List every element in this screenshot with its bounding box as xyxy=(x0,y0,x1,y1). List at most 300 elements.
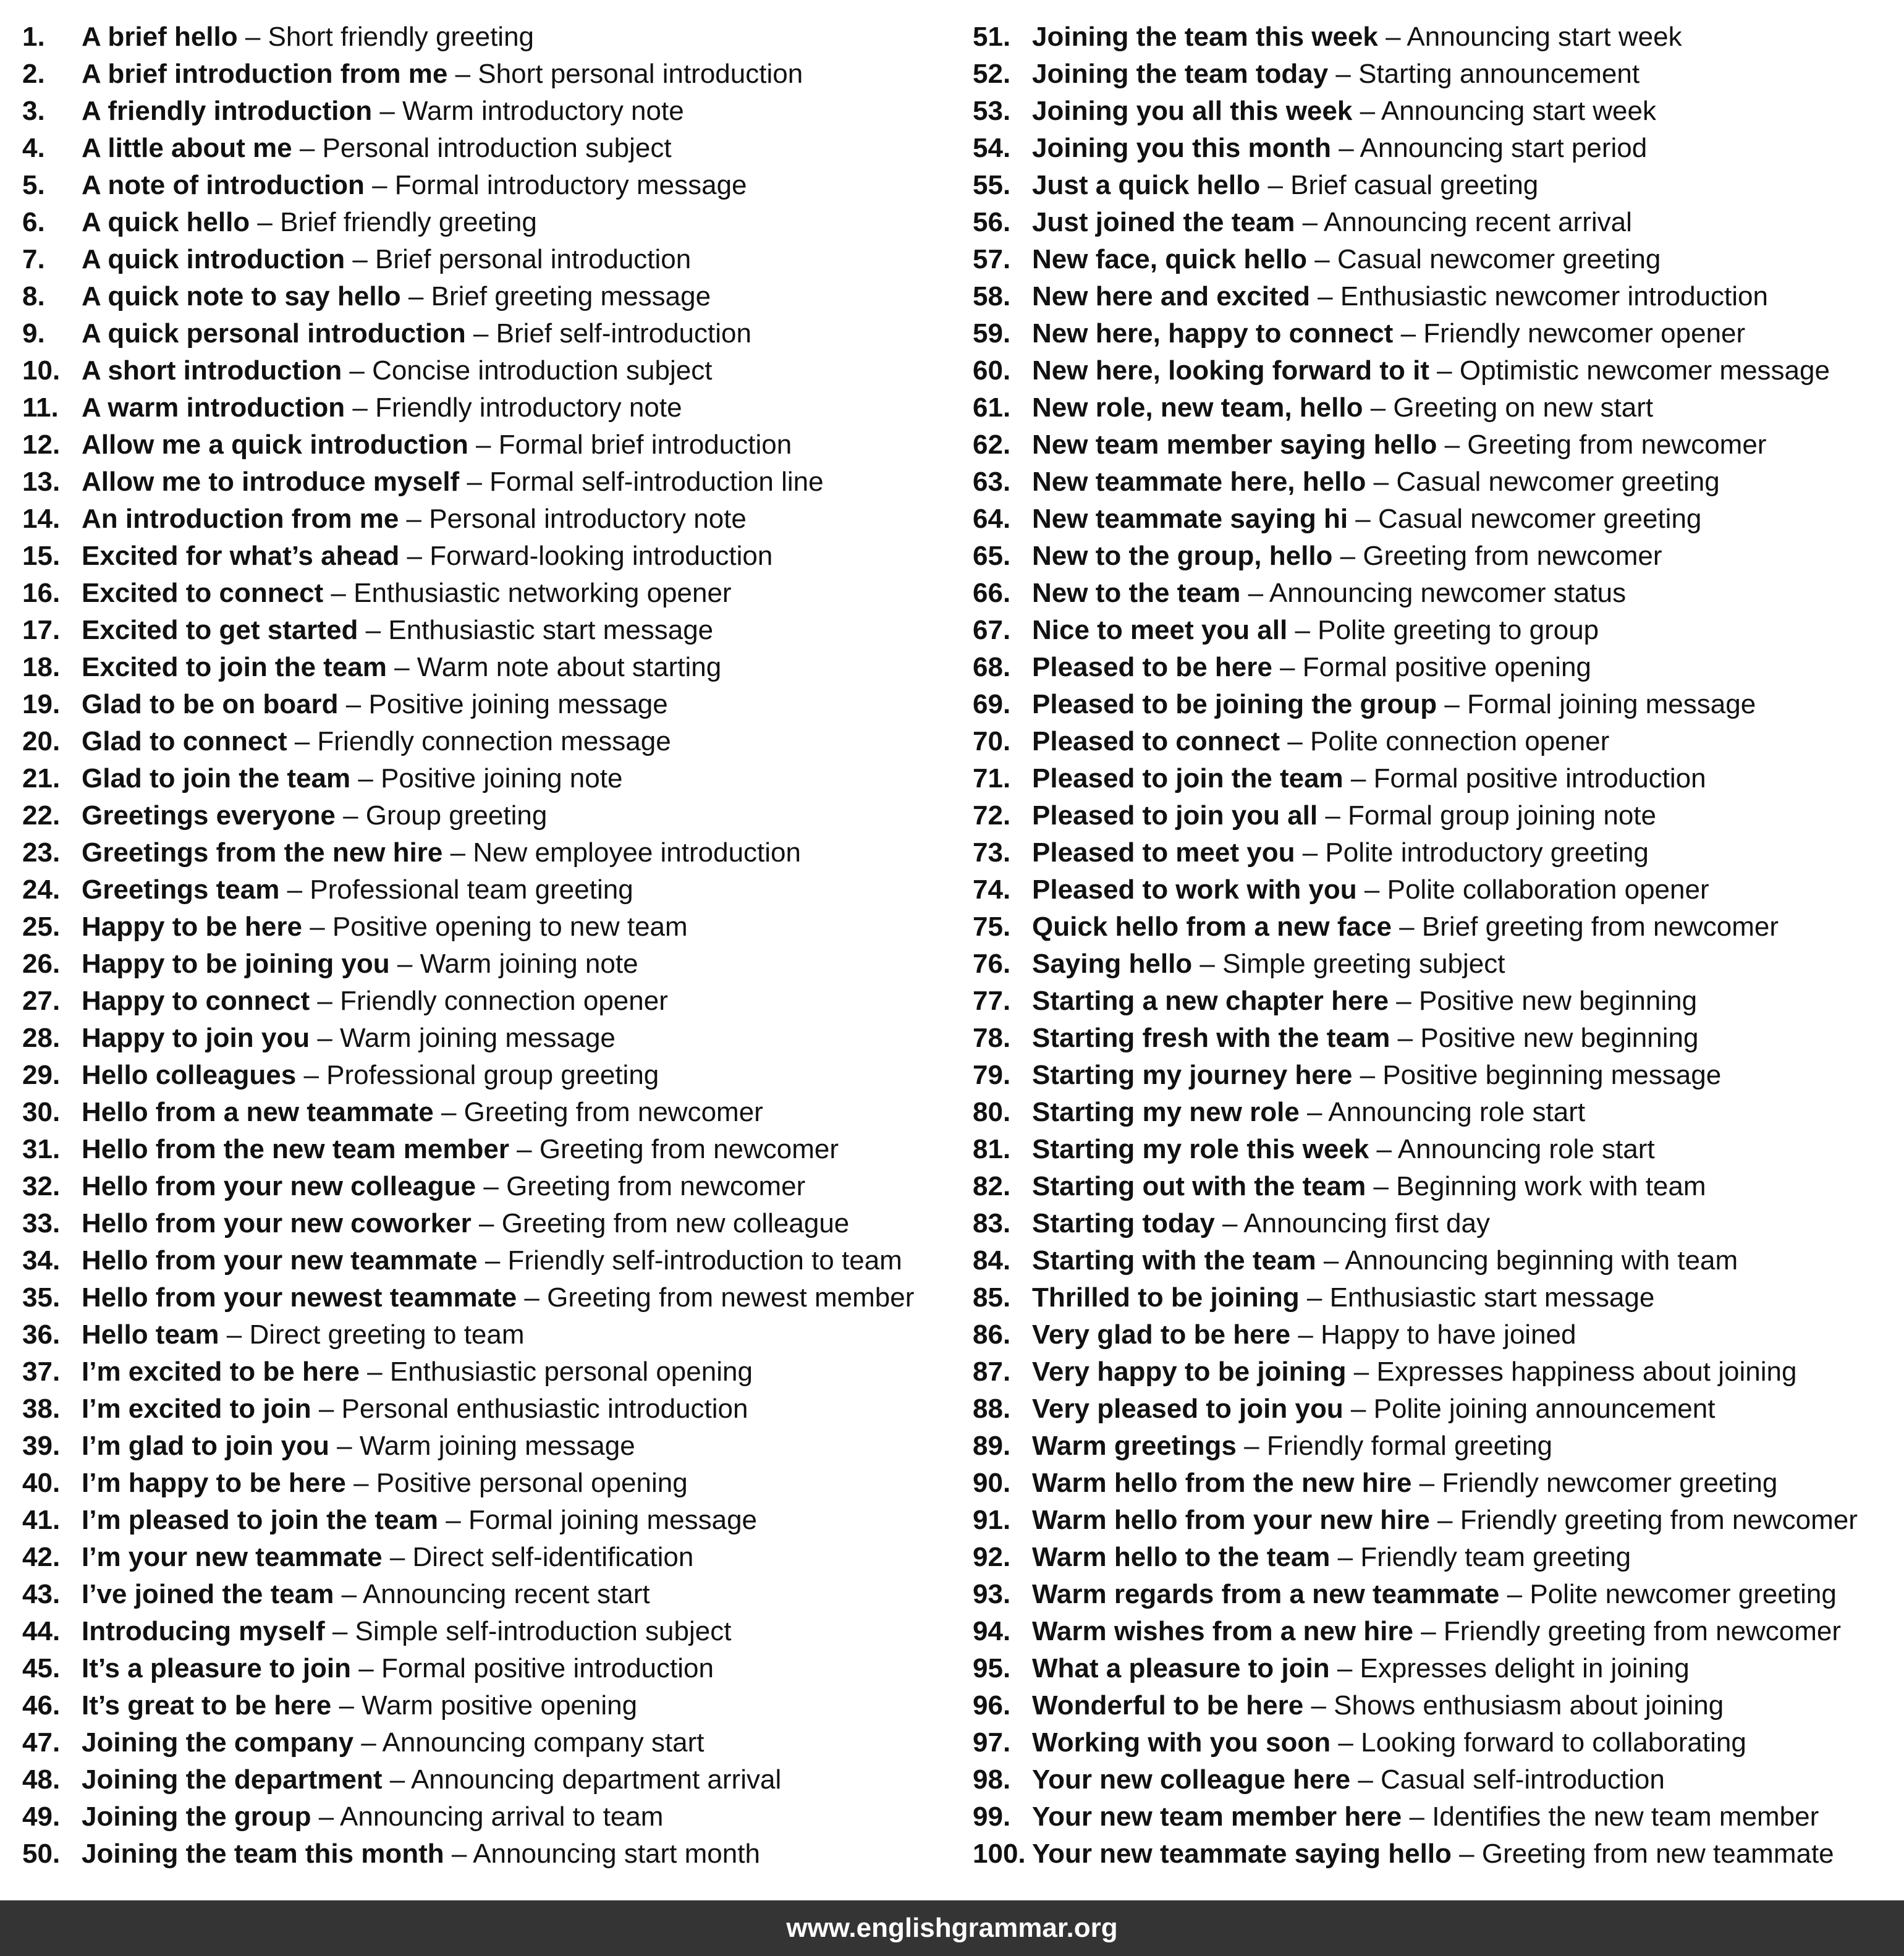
item-separator: – xyxy=(1272,652,1303,682)
item-number: 72. xyxy=(973,800,1011,831)
item-separator: – xyxy=(1352,1060,1383,1090)
item-separator: – xyxy=(1307,244,1337,274)
item-phrase: I’m excited to join xyxy=(82,1394,311,1424)
item-description: Polite connection opener xyxy=(1310,726,1610,756)
list-item xyxy=(973,389,1900,426)
item-phrase: New to the group, hello xyxy=(1032,541,1333,571)
item-separator: – xyxy=(1328,59,1359,89)
item-number: 6. xyxy=(22,207,45,237)
item-text xyxy=(82,1835,760,1873)
list-item xyxy=(22,167,949,204)
item-separator: – xyxy=(1356,874,1387,905)
item-phrase: Very glad to be here xyxy=(1032,1319,1291,1350)
list-item xyxy=(973,1057,1900,1094)
item-phrase: Allow me a quick introduction xyxy=(82,430,468,460)
item-text xyxy=(1032,1724,1746,1761)
item-separator: – xyxy=(1413,1616,1444,1646)
item-number: 9. xyxy=(22,318,45,349)
item-number: 66. xyxy=(973,578,1011,608)
item-phrase: Your new team member here xyxy=(1032,1801,1402,1832)
item-description: Friendly greeting from newcomer xyxy=(1443,1616,1842,1646)
list-item xyxy=(22,1613,949,1650)
item-separator: – xyxy=(477,1245,508,1276)
item-separator: – xyxy=(335,800,366,831)
item-phrase: A quick hello xyxy=(82,207,250,237)
item-separator: – xyxy=(1377,22,1407,52)
list-item xyxy=(973,1650,1900,1687)
item-description: Shows enthusiasm about joining xyxy=(1334,1690,1724,1721)
list-item xyxy=(22,1094,949,1131)
item-text xyxy=(82,1353,753,1391)
item-number: 20. xyxy=(22,726,61,756)
item-description: Personal introductory note xyxy=(429,504,747,534)
item-text xyxy=(82,834,801,871)
list-item xyxy=(22,946,949,983)
item-number: 76. xyxy=(973,949,1011,979)
item-separator: – xyxy=(350,763,381,794)
list-item xyxy=(22,1353,949,1391)
item-number: 37. xyxy=(22,1357,61,1387)
item-description: Announcing recent arrival xyxy=(1323,207,1632,237)
item-separator: – xyxy=(382,1542,413,1572)
item-text xyxy=(82,130,672,167)
item-description: Announcing beginning with team xyxy=(1345,1245,1738,1276)
item-phrase: Warm greetings xyxy=(1032,1431,1237,1461)
item-description: Brief personal introduction xyxy=(375,244,692,274)
item-separator: – xyxy=(1329,1653,1360,1683)
item-separator: – xyxy=(517,1282,548,1313)
item-text xyxy=(1032,130,1647,167)
item-description: Formal introductory message xyxy=(394,170,747,200)
item-description: Warm introductory note xyxy=(402,96,684,126)
item-number: 1. xyxy=(22,22,45,52)
item-phrase: Starting fresh with the team xyxy=(1032,1023,1390,1053)
item-separator: – xyxy=(292,133,323,163)
item-description: Polite collaboration opener xyxy=(1387,874,1709,905)
item-text xyxy=(1032,278,1768,315)
item-number: 81. xyxy=(973,1134,1011,1164)
list-item xyxy=(973,315,1900,352)
item-text xyxy=(82,1131,839,1168)
item-separator: – xyxy=(468,430,499,460)
item-phrase: Quick hello from a new face xyxy=(1032,912,1392,942)
item-text xyxy=(82,1539,693,1576)
item-separator: – xyxy=(329,1431,360,1461)
item-separator: – xyxy=(1331,1727,1361,1758)
item-number: 88. xyxy=(973,1394,1011,1424)
item-number: 24. xyxy=(22,874,61,905)
item-description: Warm joining note xyxy=(420,949,638,979)
item-separator: – xyxy=(447,59,478,89)
item-phrase: Introducing myself xyxy=(82,1616,325,1646)
item-description: Greeting from newcomer xyxy=(463,1097,763,1127)
item-text xyxy=(82,1279,914,1316)
item-text xyxy=(1032,908,1779,946)
item-text xyxy=(82,723,671,760)
item-text xyxy=(1032,501,1701,538)
item-separator: – xyxy=(1451,1839,1482,1869)
item-description: Positive joining message xyxy=(368,689,668,719)
item-phrase: Excited to connect xyxy=(82,578,324,608)
item-text xyxy=(1032,1094,1585,1131)
item-number: 3. xyxy=(22,96,45,126)
item-phrase: A brief introduction from me xyxy=(82,59,448,89)
item-text xyxy=(1032,241,1661,278)
item-phrase: Greetings team xyxy=(82,874,280,905)
item-description: Forward-looking introduction xyxy=(429,541,773,571)
list-column-left xyxy=(22,19,949,1873)
list-item xyxy=(22,1131,949,1168)
item-description: Greeting from newest member xyxy=(547,1282,915,1313)
item-description: Personal enthusiastic introduction xyxy=(341,1394,748,1424)
list-item xyxy=(973,167,1900,204)
item-phrase: It’s great to be here xyxy=(82,1690,332,1721)
list-item xyxy=(22,464,949,501)
footer-bar xyxy=(0,1900,1904,1956)
item-description: Short friendly greeting xyxy=(268,22,535,52)
item-description: Announcing arrival to team xyxy=(340,1801,664,1832)
item-number: 92. xyxy=(973,1542,1011,1572)
item-separator: – xyxy=(342,355,373,386)
item-phrase: New to the team xyxy=(1032,578,1241,608)
item-separator: – xyxy=(1393,318,1424,349)
list-item xyxy=(973,1168,1900,1205)
item-separator: – xyxy=(364,170,395,200)
item-separator: – xyxy=(1310,281,1340,311)
item-description: Beginning work with team xyxy=(1396,1171,1706,1201)
item-separator: – xyxy=(1316,1245,1345,1276)
item-description: Brief greeting from newcomer xyxy=(1421,912,1779,942)
item-description: Formal joining message xyxy=(468,1505,758,1535)
list-item xyxy=(22,1428,949,1465)
item-text xyxy=(82,871,633,908)
item-separator: – xyxy=(465,318,496,349)
item-phrase: Happy to connect xyxy=(82,986,310,1016)
list-item xyxy=(22,612,949,649)
item-number: 29. xyxy=(22,1060,61,1090)
item-description: Professional group greeting xyxy=(326,1060,659,1090)
item-phrase: New here, happy to connect xyxy=(1032,318,1394,349)
item-number: 78. xyxy=(973,1023,1011,1053)
item-separator: – xyxy=(279,874,310,905)
item-separator: – xyxy=(1348,504,1378,534)
list-item xyxy=(973,464,1900,501)
list-item xyxy=(973,686,1900,723)
item-separator: – xyxy=(1280,726,1310,756)
item-phrase: A friendly introduction xyxy=(82,96,373,126)
list-item xyxy=(973,278,1900,315)
list-item xyxy=(22,241,949,278)
item-number: 98. xyxy=(973,1764,1011,1795)
item-description: Friendly formal greeting xyxy=(1266,1431,1553,1461)
item-phrase: Joining the team today xyxy=(1032,59,1329,89)
item-text xyxy=(82,56,803,93)
item-number: 7. xyxy=(22,244,45,274)
item-separator: – xyxy=(1331,133,1360,163)
item-phrase: A note of introduction xyxy=(82,170,365,200)
list-item xyxy=(22,56,949,93)
item-text xyxy=(82,1798,663,1835)
item-text xyxy=(1032,315,1745,352)
item-phrase: I’m glad to join you xyxy=(82,1431,329,1461)
item-phrase: Starting my role this week xyxy=(1032,1134,1369,1164)
list-item xyxy=(973,1724,1900,1761)
list-item xyxy=(973,1613,1900,1650)
item-separator: – xyxy=(358,615,389,645)
item-description: Positive new beginning xyxy=(1420,1023,1699,1053)
item-text xyxy=(82,538,772,575)
item-number: 17. xyxy=(22,615,61,645)
item-text xyxy=(1032,1502,1858,1539)
list-item xyxy=(22,426,949,464)
item-text xyxy=(82,241,691,278)
item-number: 12. xyxy=(22,430,61,460)
item-separator: – xyxy=(345,244,376,274)
item-number: 91. xyxy=(973,1505,1011,1535)
item-number: 5. xyxy=(22,170,45,200)
item-phrase: I’ve joined the team xyxy=(82,1579,334,1609)
item-number: 32. xyxy=(22,1171,61,1201)
item-number: 99. xyxy=(973,1801,1011,1832)
item-description: Announcing start period xyxy=(1360,133,1648,163)
item-separator: – xyxy=(1346,1357,1377,1387)
item-text xyxy=(82,686,668,723)
item-text xyxy=(1032,1391,1715,1428)
list-item xyxy=(22,1168,949,1205)
item-text xyxy=(82,19,534,56)
item-phrase: Very pleased to join you xyxy=(1032,1394,1343,1424)
item-description: Friendly greeting from newcomer xyxy=(1460,1505,1858,1535)
item-separator: – xyxy=(353,1727,383,1758)
item-number: 61. xyxy=(973,392,1011,423)
item-phrase: Hello colleagues xyxy=(82,1060,297,1090)
item-number: 21. xyxy=(22,763,61,794)
item-text xyxy=(82,1428,635,1465)
item-text xyxy=(1032,1835,1834,1873)
item-description: Greeting from newcomer xyxy=(539,1134,839,1164)
item-description: Formal self-introduction line xyxy=(489,467,824,497)
item-number: 71. xyxy=(973,763,1011,794)
list-item xyxy=(22,315,949,352)
item-phrase: I’m pleased to join the team xyxy=(82,1505,439,1535)
item-description: Expresses happiness about joining xyxy=(1376,1357,1797,1387)
item-separator: – xyxy=(345,1468,376,1498)
item-description: Casual self-introduction xyxy=(1381,1764,1665,1795)
list-item xyxy=(22,1761,949,1798)
item-description: Direct greeting to team xyxy=(249,1319,525,1350)
item-number: 25. xyxy=(22,912,61,942)
item-number: 67. xyxy=(973,615,1011,645)
item-text xyxy=(1032,686,1756,723)
item-number: 15. xyxy=(22,541,61,571)
item-phrase: Working with you soon xyxy=(1032,1727,1331,1758)
list-item xyxy=(973,1428,1900,1465)
item-separator: – xyxy=(351,1653,381,1683)
item-number: 80. xyxy=(973,1097,1011,1127)
item-description: Enthusiastic newcomer introduction xyxy=(1340,281,1768,311)
item-separator: – xyxy=(1260,170,1291,200)
item-phrase: Hello from your new colleague xyxy=(82,1171,476,1201)
item-description: Warm positive opening xyxy=(362,1690,638,1721)
item-text xyxy=(1032,871,1709,908)
item-description: Casual newcomer greeting xyxy=(1337,244,1661,274)
list-column-right xyxy=(973,19,1900,1873)
item-text xyxy=(82,464,824,501)
item-separator: – xyxy=(1350,1764,1381,1795)
item-separator: – xyxy=(1366,1171,1397,1201)
item-phrase: Your new teammate saying hello xyxy=(1032,1839,1452,1869)
item-description: Group greeting xyxy=(365,800,548,831)
item-separator: – xyxy=(1287,615,1318,645)
item-phrase: Glad to connect xyxy=(82,726,287,756)
item-text xyxy=(1032,760,1706,797)
item-description: Greeting from new teammate xyxy=(1481,1839,1834,1869)
item-description: Enthusiastic networking opener xyxy=(353,578,732,608)
item-description: Announcing role start xyxy=(1397,1134,1655,1164)
item-number: 52. xyxy=(973,59,1011,89)
list-item xyxy=(973,723,1900,760)
item-number: 63. xyxy=(973,467,1011,497)
item-number: 34. xyxy=(22,1245,61,1276)
item-number: 84. xyxy=(973,1245,1011,1276)
item-number: 23. xyxy=(22,837,61,868)
item-description: Greeting from newcomer xyxy=(1467,430,1767,460)
item-phrase: Starting a new chapter here xyxy=(1032,986,1389,1016)
item-phrase: Warm hello from your new hire xyxy=(1032,1505,1430,1535)
list-item xyxy=(22,1020,949,1057)
list-item xyxy=(973,1502,1900,1539)
item-phrase: Pleased to join you all xyxy=(1032,800,1318,831)
item-description: Simple greeting subject xyxy=(1222,949,1505,979)
item-description: Polite newcomer greeting xyxy=(1530,1579,1837,1609)
item-separator: – xyxy=(1437,430,1468,460)
item-text xyxy=(1032,1316,1576,1353)
list-item xyxy=(22,908,949,946)
item-number: 82. xyxy=(973,1171,1011,1201)
item-phrase: Warm regards from a new teammate xyxy=(1032,1579,1500,1609)
item-separator: – xyxy=(1240,578,1269,608)
item-phrase: Joining the company xyxy=(82,1727,354,1758)
item-number: 50. xyxy=(22,1839,61,1869)
item-number: 19. xyxy=(22,689,61,719)
item-phrase: Hello from the new team member xyxy=(82,1134,509,1164)
item-separator: – xyxy=(345,392,376,423)
list-item xyxy=(973,575,1900,612)
list-item xyxy=(973,93,1900,130)
item-number: 58. xyxy=(973,281,1011,311)
item-separator: – xyxy=(1214,1208,1244,1238)
item-phrase: Starting my new role xyxy=(1032,1097,1300,1127)
item-description: Friendly newcomer greeting xyxy=(1442,1468,1778,1498)
list-item xyxy=(22,1057,949,1094)
item-description: Polite greeting to group xyxy=(1318,615,1599,645)
item-separator: – xyxy=(433,1097,464,1127)
item-separator: – xyxy=(1330,1542,1361,1572)
item-separator: – xyxy=(296,1060,327,1090)
item-separator: – xyxy=(1192,949,1223,979)
item-phrase: Just joined the team xyxy=(1032,207,1295,237)
list-item xyxy=(973,1279,1900,1316)
item-text xyxy=(1032,983,1697,1020)
item-text xyxy=(1032,56,1640,93)
item-number: 42. xyxy=(22,1542,61,1572)
list-item xyxy=(973,1316,1900,1353)
item-number: 41. xyxy=(22,1505,61,1535)
item-number: 59. xyxy=(973,318,1011,349)
item-text xyxy=(1032,1465,1777,1502)
list-item xyxy=(22,389,949,426)
item-description: Friendly connection opener xyxy=(340,986,668,1016)
list-item xyxy=(22,1539,949,1576)
list-item xyxy=(973,871,1900,908)
item-separator: – xyxy=(1303,1690,1334,1721)
item-phrase: Warm wishes from a new hire xyxy=(1032,1616,1413,1646)
item-separator: – xyxy=(1363,392,1394,423)
item-description: Announcing recent start xyxy=(362,1579,650,1609)
item-text xyxy=(82,1576,650,1613)
item-separator: – xyxy=(1429,1505,1460,1535)
list-item xyxy=(22,983,949,1020)
item-number: 51. xyxy=(973,22,1011,52)
item-separator: – xyxy=(399,541,430,571)
item-text xyxy=(82,1687,637,1724)
item-separator: – xyxy=(1343,763,1374,794)
item-number: 47. xyxy=(22,1727,61,1758)
item-description: Brief greeting message xyxy=(431,281,711,311)
item-phrase: Hello from your new teammate xyxy=(82,1245,478,1276)
item-phrase: A brief hello xyxy=(82,22,238,52)
item-text xyxy=(82,983,668,1020)
item-separator: – xyxy=(302,912,332,942)
item-description: Positive personal opening xyxy=(376,1468,688,1498)
item-description: Short personal introduction xyxy=(478,59,803,89)
item-text xyxy=(82,575,732,612)
item-number: 79. xyxy=(973,1060,1011,1090)
item-description: Starting announcement xyxy=(1358,59,1640,89)
item-description: Brief casual greeting xyxy=(1290,170,1539,200)
item-description: Greeting from new colleague xyxy=(501,1208,850,1238)
list-item xyxy=(22,1465,949,1502)
item-separator: – xyxy=(323,578,354,608)
item-number: 77. xyxy=(973,986,1011,1016)
item-number: 86. xyxy=(973,1319,1011,1350)
item-phrase: New team member saying hello xyxy=(1032,430,1437,460)
item-phrase: Just a quick hello xyxy=(1032,170,1261,200)
item-text xyxy=(1032,1761,1665,1798)
item-phrase: Starting today xyxy=(1032,1208,1215,1238)
item-number: 48. xyxy=(22,1764,61,1795)
list-item xyxy=(973,612,1900,649)
item-separator: – xyxy=(471,1208,502,1238)
item-phrase: Pleased to join the team xyxy=(1032,763,1343,794)
item-number: 83. xyxy=(973,1208,1011,1238)
item-phrase: I’m happy to be here xyxy=(82,1468,346,1498)
item-separator: – xyxy=(310,1023,341,1053)
item-phrase: A little about me xyxy=(82,133,292,163)
list-item xyxy=(973,908,1900,946)
item-text xyxy=(82,1316,525,1353)
item-description: Formal positive opening xyxy=(1302,652,1591,682)
item-text xyxy=(1032,464,1720,501)
item-text xyxy=(1032,1353,1796,1391)
item-separator: – xyxy=(400,281,431,311)
item-text xyxy=(82,649,721,686)
item-number: 54. xyxy=(973,133,1011,163)
item-separator: – xyxy=(338,689,369,719)
item-separator: – xyxy=(1295,207,1324,237)
item-description: Announcing start week xyxy=(1381,96,1656,126)
item-phrase: New role, new team, hello xyxy=(1032,392,1363,423)
